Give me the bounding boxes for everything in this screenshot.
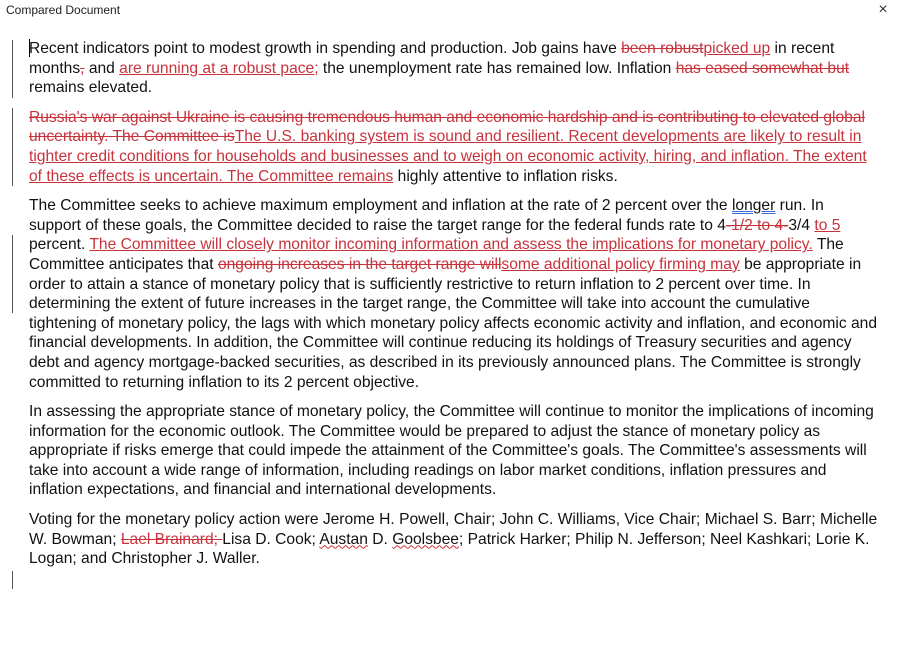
deleted-text: Russia's war against Ukraine is causing tremendous human and economic hardship and is contributing to elevated global uncertainty. The Committee is: [29, 108, 865, 146]
text-run: highly attentive to inflation risks.: [393, 167, 618, 185]
change-bar: [12, 40, 13, 98]
text-run: D.: [367, 530, 393, 548]
window-title: Compared Document: [6, 3, 121, 17]
inserted-text: some additional policy firming may: [501, 255, 740, 273]
deleted-text: Lael Brainard;: [120, 530, 223, 548]
deleted-text: -1/2 to 4-: [725, 216, 789, 234]
deleted-text: been robust: [621, 40, 704, 57]
text-run: in recent months: [29, 40, 835, 77]
paragraph-3: [29, 196, 879, 392]
paragraph-5: [29, 510, 879, 569]
change-bar: [12, 108, 13, 186]
close-icon[interactable]: ×: [878, 1, 888, 18]
text-run: The Committee anticipates that: [29, 236, 844, 273]
inserted-text: The U.S. banking system is sound and resilient. Recent developments are likely to result in tighter credit conditions for households and businesses and to weigh on economic activity, hiring, and inflation. The extent of these effects is uncertain. The Committee remains: [29, 128, 867, 185]
change-bar: [12, 571, 13, 589]
paragraph-2: [29, 108, 879, 186]
text-run: be appropriate in order to attain a stance of monetary policy that is sufficiently restrictive to return inflation to 2 percent over time. In determining the extent of future increases in the target range, the Committee will take into account the cumulative tightening of monetary policy, the lags with which monetary policy affects economic activity and inflation, and economic and financial developments. In addition, the Committee will continue reducing its holdings of Treasury securities and agency debt and agency mortgage-backed securities, as described in its previously announced plans. The Committee is strongly committed to returning inflation to its 2 percent objective.: [29, 255, 878, 391]
change-bar: [12, 235, 13, 313]
paragraph-1: [29, 39, 879, 98]
text-run: In assessing the appropriate stance of monetary policy, the Committee will continue to monitor the implications of incoming information for the economic outlook. The Committee would be prepared to adjust the stance of monetary policy as appropriate if risks emerge that could impede the attainment of the Committee's goals. The Committee's assessments will take into account a wide range of information, including readings on labor market conditions, inflation pressures and inflation expectations, and financial and international developments.: [29, 403, 874, 499]
inserted-text: picked up: [703, 40, 771, 57]
inserted-text: to 5: [814, 216, 841, 234]
text-run: percent.: [29, 236, 90, 254]
spelling-flag[interactable]: Goolsbee: [392, 530, 459, 548]
text-run: ; Patrick Harker; Philip N. Jefferson; Neel Kashkari; Lorie K. Logan; and Christopher J. Waller.: [29, 530, 870, 568]
text-run: remains elevated.: [29, 79, 153, 97]
grammar-flag[interactable]: longer: [731, 197, 776, 215]
text-run: and: [84, 59, 120, 77]
text-run: Recent indicators point to modest growth in spending and production. Job gains have: [29, 40, 622, 57]
deleted-text: has eased somewhat but: [675, 59, 850, 77]
document-body[interactable]: [29, 39, 879, 579]
inserted-text: are running at a robust pace;: [119, 59, 319, 77]
text-run: run. In support of these goals, the Committee decided to raise the target range for the federal funds rate to 4: [29, 197, 824, 234]
text-run: The Committee seeks to achieve maximum employment and inflation at the rate of 2 percent over the: [29, 197, 732, 215]
deleted-text: ,: [80, 59, 85, 77]
text-run: Lisa D. Cook;: [222, 530, 320, 548]
text-run: 3/4: [788, 216, 815, 234]
spelling-flag[interactable]: Austan: [319, 530, 368, 548]
inserted-text: The Committee will closely monitor incoming information and assess the implications for monetary policy.: [89, 236, 813, 254]
text-run: Voting for the monetary policy action were Jerome H. Powell, Chair; John C. Williams, Vice Chair; Michael S. Barr; Michelle W. Bowman;: [29, 511, 878, 548]
text-run: the unemployment rate has remained low. Inflation: [318, 59, 676, 77]
title-bar: [0, 0, 900, 22]
deleted-text: ongoing increases in the target range will: [217, 255, 502, 273]
paragraph-4: [29, 402, 879, 500]
